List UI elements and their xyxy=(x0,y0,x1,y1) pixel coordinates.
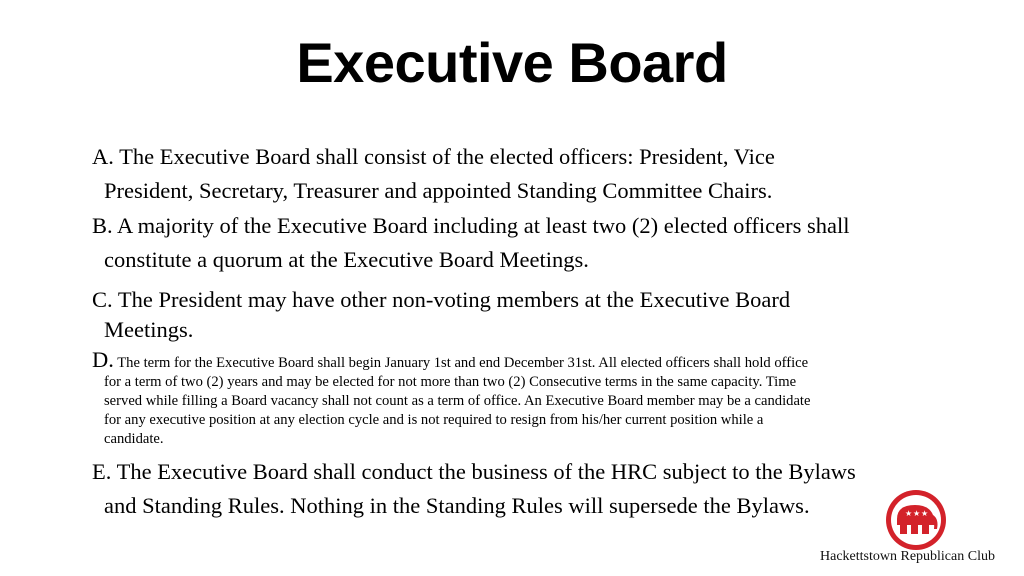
item-c-line-2: Meetings. xyxy=(104,317,194,342)
bylaw-item-b xyxy=(92,209,962,277)
bylaw-item-d xyxy=(92,347,962,449)
item-d-line-4: for any executive position at any election cycle and is not required to resign from his/her current position while a xyxy=(104,412,764,428)
bylaw-item-c xyxy=(92,283,962,343)
item-d-line-1: D. The term for the Executive Board shall begin January 1st and end December 31st. All elected officers shall hold office xyxy=(92,347,809,372)
item-b-line-1: B. A majority of the Executive Board including at least two (2) elected officers shall xyxy=(92,213,850,238)
svg-text:★: ★ xyxy=(905,509,913,518)
club-name: Hackettstown Republican Club xyxy=(820,549,995,564)
item-d-line-3: served while filling a Board vacancy shall not count as a term of office. An Executive Board member may be a candidate xyxy=(104,393,811,409)
item-d-line-2: for a term of two (2) years and may be elected for not more than two (2) Consecutive terms in the same capacity. Time xyxy=(104,374,797,390)
item-a-line-2: President, Secretary, Treasurer and appointed Standing Committee Chairs. xyxy=(104,178,773,203)
item-d-line-5: candidate. xyxy=(104,431,164,447)
bylaw-item-a xyxy=(92,140,962,208)
item-d-lead: D. xyxy=(92,347,114,372)
republican-elephant-icon xyxy=(885,489,947,551)
item-c-line-1: C. The President may have other non-voting members at the Executive Board xyxy=(92,287,791,312)
item-b-line-2: constitute a quorum at the Executive Board Meetings. xyxy=(104,247,589,272)
svg-text:★: ★ xyxy=(921,509,929,518)
item-a-line-1: A. The Executive Board shall consist of the elected officers: President, Vice xyxy=(92,144,775,169)
bylaw-item-e xyxy=(92,455,962,523)
item-e-line-2: and Standing Rules. Nothing in the Standing Rules will supersede the Bylaws. xyxy=(104,493,810,518)
slide-title: Executive Board xyxy=(296,31,728,94)
item-e-line-1: E. The Executive Board shall conduct the business of the HRC subject to the Bylaws xyxy=(92,459,856,484)
svg-text:★: ★ xyxy=(913,509,921,518)
